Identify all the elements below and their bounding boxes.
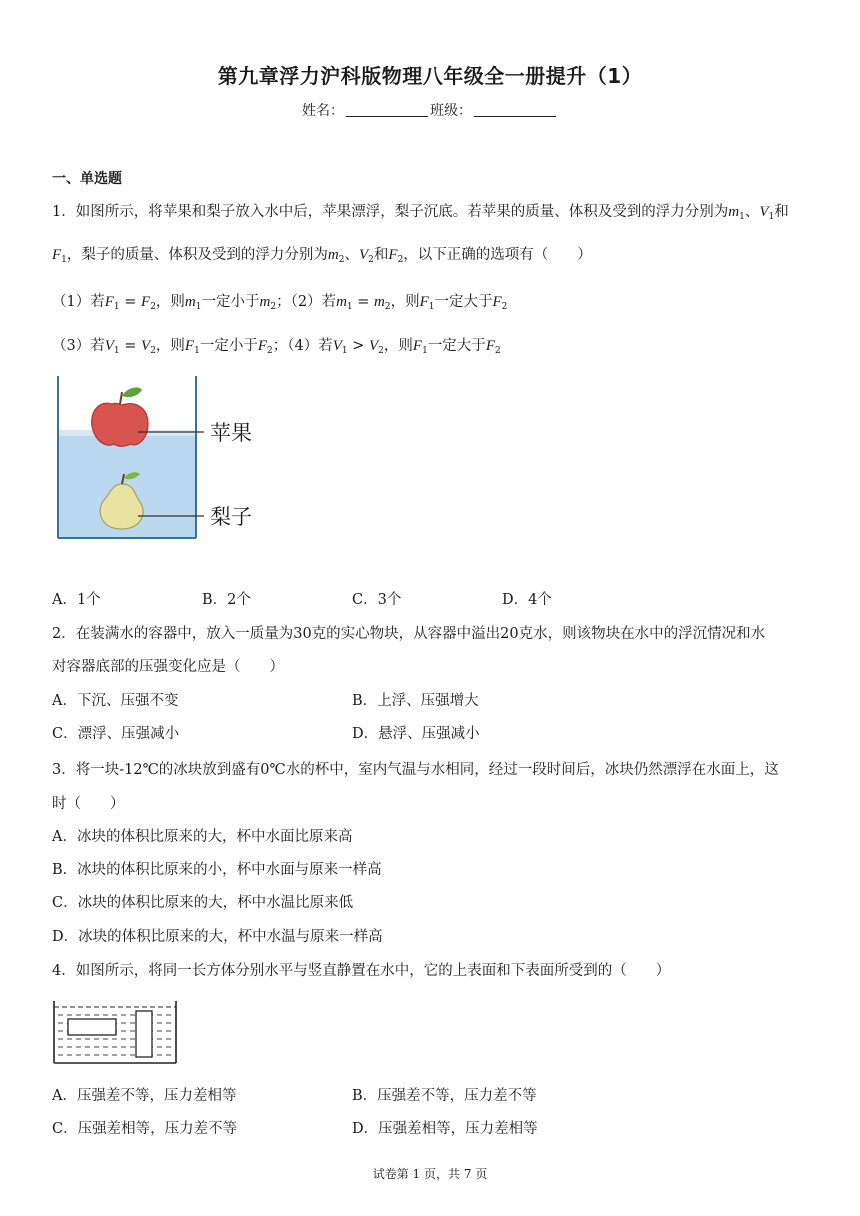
q1-statement-3-4: （3）若$V_1 = V_2$，则$F_1$一定小于$F_2$；（4）若$V_1 > V_2$，则$F_1$一定大于$F_2$ <box>52 338 501 356</box>
pear-label: 梨子 <box>210 505 252 529</box>
apple-label: 苹果 <box>210 421 252 445</box>
q2-option-c[interactable]: C．漂浮、压强减小 <box>52 726 180 742</box>
q1-text: ，以下正确的选项有（ ） <box>403 247 592 263</box>
q1-option-d[interactable]: D．4个 <box>502 592 552 608</box>
q2-option-d[interactable]: D．悬浮、压强减小 <box>352 726 480 742</box>
q1-text: 1．如图所示，将苹果和梨子放入水中后，苹果漂浮，梨子沉底。若苹果的质量、体积及受到的浮力分别为 <box>52 204 729 220</box>
q3-option-c[interactable]: C．冰块的体积比原来的大，杯中水温比原来低 <box>52 895 354 911</box>
name-label: 姓名： <box>302 103 344 119</box>
q3-option-d[interactable]: D．冰块的体积比原来的大，杯中水温与原来一样高 <box>52 929 383 945</box>
page-footer: 试卷第 1 页，共 7 页 <box>372 1167 488 1181</box>
q3-line1: 3．将一块-12℃的冰块放到盛有0℃水的杯中，室内气温与水相同，经过一段时间后，冰块仍然漂浮在水面上，这 <box>52 762 779 778</box>
q2-line1: 2．在装满水的容器中，放入一质量为30克的实心物块，从容器中溢出20克水，则该物块在水中的浮沉情况和水 <box>52 626 766 642</box>
q1-line1: 1．如图所示，将苹果和梨子放入水中后，苹果漂浮，梨子沉底。若苹果的质量、体积及受到的浮力分别为$m_1$、$V_1$和 <box>52 204 789 222</box>
vertical-block <box>136 1011 152 1057</box>
class-label: 班级： <box>430 103 472 119</box>
page-title: 第九章浮力沪科版物理八年级全一册提升（1） <box>217 64 643 88</box>
q4-option-a[interactable]: A．压强差不等，压力差相等 <box>52 1088 237 1104</box>
q4-option-b[interactable]: B．压强差不等，压力差不等 <box>352 1088 537 1104</box>
q4-option-c[interactable]: C．压强差相等，压力差不等 <box>52 1121 238 1137</box>
q3-option-b[interactable]: B．冰块的体积比原来的小，杯中水面与原来一样高 <box>52 862 382 878</box>
q4-figure <box>52 997 178 1067</box>
horizontal-block <box>68 1019 116 1035</box>
q1-statement-1-2: （1）若$F_1 = F_2$，则$m_1$一定小于$m_2$；（2）若$m_1 = m_2$，则$F_1$一定大于$F_2$ <box>52 294 508 312</box>
apple-icon <box>92 388 148 447</box>
q1-text: ，梨子的质量、体积及受到的浮力分别为 <box>66 247 328 263</box>
q1-option-c[interactable]: C．3个 <box>352 592 402 608</box>
class-blank <box>474 102 556 117</box>
q1-option-b[interactable]: B．2个 <box>202 592 251 608</box>
q1-text-and: 和 <box>774 204 789 220</box>
q3-line2: 时（ ） <box>52 796 125 812</box>
q3-option-a[interactable]: A．冰块的体积比原来的大，杯中水面比原来高 <box>52 829 353 845</box>
q4-option-d[interactable]: D．压强差相等，压力差相等 <box>352 1121 538 1137</box>
name-blank <box>346 102 428 117</box>
q1-text-and: 和 <box>373 247 389 263</box>
q1-option-a[interactable]: A．1个 <box>52 592 101 608</box>
q2-option-a[interactable]: A．下沉、压强不变 <box>52 693 179 709</box>
q2-option-b[interactable]: B．上浮、压强增大 <box>352 693 479 709</box>
name-class-line <box>0 100 860 120</box>
q4-line1: 4．如图所示，将同一长方体分别水平与竖直静置在水中，它的上表面和下表面所受到的（ ） <box>52 963 671 979</box>
q1-figure <box>52 374 272 542</box>
q1-line2: $F_1$，梨子的质量、体积及受到的浮力分别为$m_2$、$V_2$和$F_2$，以下正确的选项有（ ） <box>52 247 592 265</box>
section-title: 一、单选题 <box>52 171 122 187</box>
q2-line2: 对容器底部的压强变化应是（ ） <box>52 659 284 675</box>
